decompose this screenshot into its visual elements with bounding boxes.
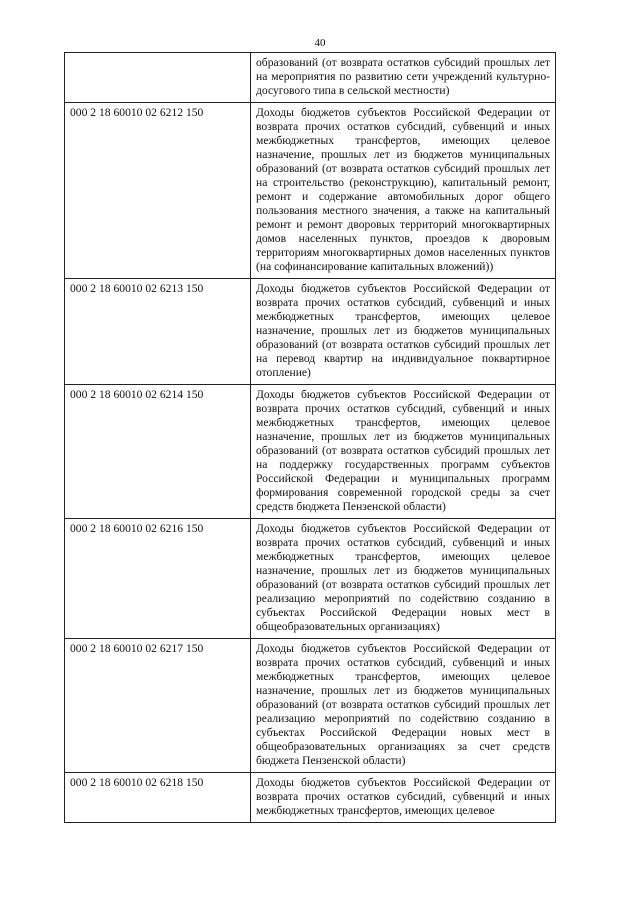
- revenue-description-cell: образований (от возврата остатков субсидий прошлых лет на мероприятия по развитию сети учреждений культурно-досугового типа в сельской местности): [251, 53, 556, 103]
- table-row: [65, 279, 556, 385]
- table-row: [65, 639, 556, 773]
- table-row: [65, 519, 556, 639]
- table-row: [65, 773, 556, 823]
- revenue-code-cell: 000 2 18 60010 02 6218 150: [65, 773, 251, 823]
- revenue-code-cell: 000 2 18 60010 02 6212 150: [65, 103, 251, 279]
- revenue-code-cell: 000 2 18 60010 02 6216 150: [65, 519, 251, 639]
- revenue-codes-table: [64, 52, 556, 823]
- revenue-code-cell: [65, 53, 251, 103]
- page-number: 40: [314, 37, 326, 49]
- table-row: [65, 53, 556, 103]
- revenue-code-cell: 000 2 18 60010 02 6213 150: [65, 279, 251, 385]
- table-row: [65, 103, 556, 279]
- revenue-code-cell: 000 2 18 60010 02 6217 150: [65, 639, 251, 773]
- revenue-description-cell: Доходы бюджетов субъектов Российской Федерации от возврата прочих остатков субсидий, субвенций и иных межбюджетных трансфертов, имеющих целевое назначение, прошлых лет из бюджетов муниципальных образований (от возврата остатков субсидий прошлых лет на строительство (реконструкцию), капитальный ремонт, ремонт и содержание автомобильных дорог общего пользования местного значения, а также на капитальный ремонт и ремонт дворовых территорий многоквартирных домов населенных пунктов, проездов к дворовым территориям многоквартирных домов населенных пунктов (на софинансирование капитальных вложений)): [251, 103, 556, 279]
- revenue-description-cell: Доходы бюджетов субъектов Российской Федерации от возврата прочих остатков субсидий, субвенций и иных межбюджетных трансфертов, имеющих целевое назначение, прошлых лет из бюджетов муниципальных образований (от возврата остатков субсидий прошлых лет на перевод квартир на индивидуальное поквартирное отопление): [251, 279, 556, 385]
- revenue-description-cell: Доходы бюджетов субъектов Российской Федерации от возврата прочих остатков субсидий, субвенций и иных межбюджетных трансфертов, имеющих целевое назначение, прошлых лет из бюджетов муниципальных образований (от возврата остатков субсидий прошлых лет реализацию мероприятий по содействию созданию в субъектах Российской Федерации новых мест в общеобразовательных организациях): [251, 519, 556, 639]
- revenue-description-cell: Доходы бюджетов субъектов Российской Федерации от возврата прочих остатков субсидий, субвенций и иных межбюджетных трансфертов, имеющих целевое назначение, прошлых лет из бюджетов муниципальных образований (от возврата остатков субсидий прошлых лет реализацию мероприятий по содействию созданию в субъектах Российской Федерации новых мест в общеобразовательных организациях за счет средств бюджета Пензенской области): [251, 639, 556, 773]
- table-row: [65, 385, 556, 519]
- revenue-description-cell: Доходы бюджетов субъектов Российской Федерации от возврата прочих остатков субсидий, субвенций и иных межбюджетных трансфертов, имеющих целевое: [251, 773, 556, 823]
- revenue-description-cell: Доходы бюджетов субъектов Российской Федерации от возврата прочих остатков субсидий, субвенций и иных межбюджетных трансфертов, имеющих целевое назначение, прошлых лет из бюджетов муниципальных образований (от возврата остатков субсидий прошлых лет на поддержку государственных программ субъектов Российской Федерации и муниципальных программ формирования современной городской среды за счет средств бюджета Пензенской области): [251, 385, 556, 519]
- revenue-code-cell: 000 2 18 60010 02 6214 150: [65, 385, 251, 519]
